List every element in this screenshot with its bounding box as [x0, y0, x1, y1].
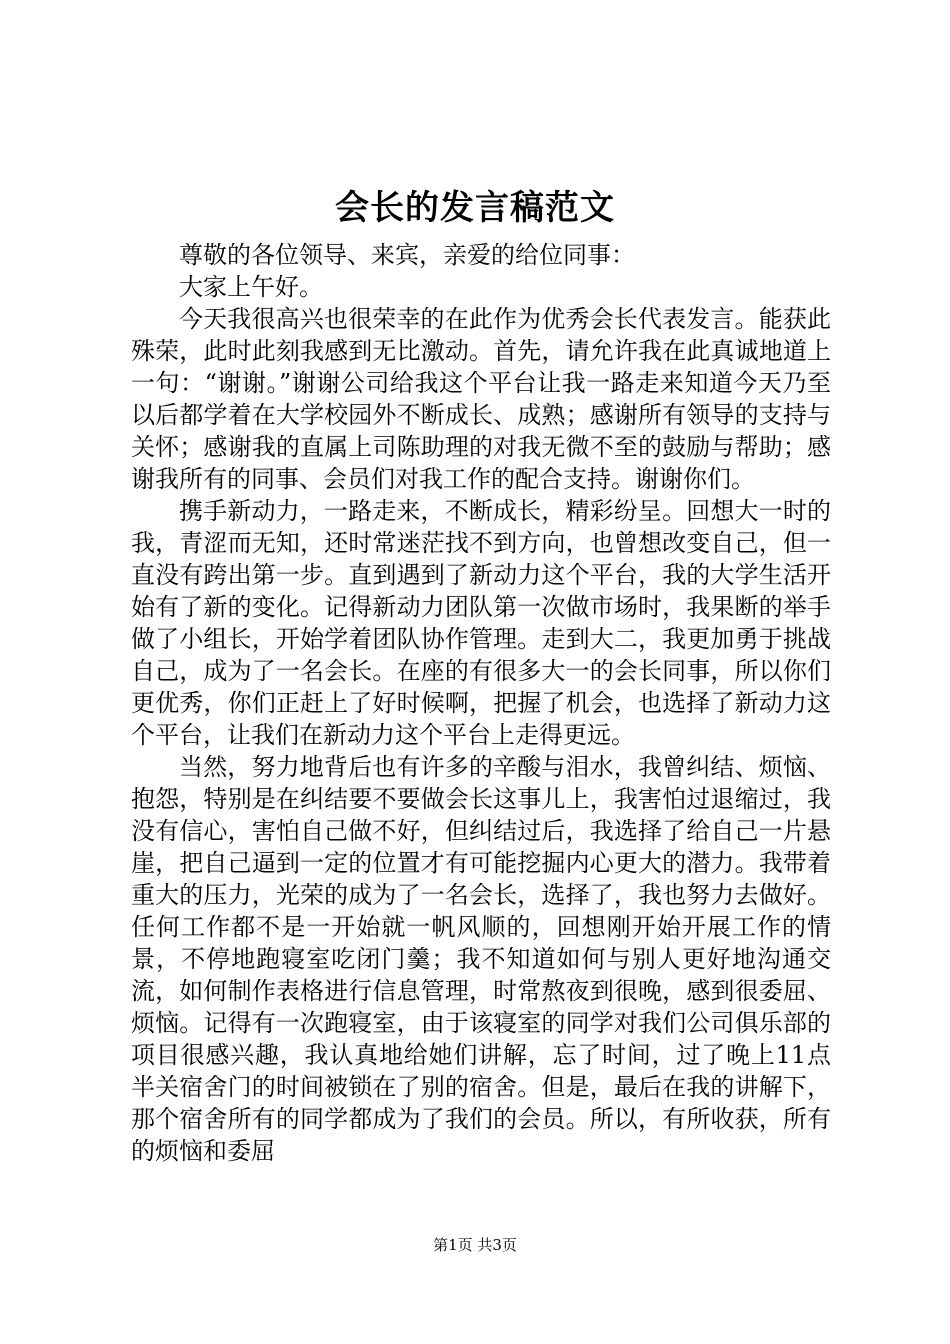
document-body — [131, 239, 831, 1167]
salutation-paragraph: 尊敬的各位领导、来宾，亲爱的给位同事： — [179, 241, 635, 269]
body-paragraph: 今天我很高兴也很荣幸的在此作为优秀会长代表发言。能获此殊荣，此时此刻我感到无比激动。首先，请允许我在此真诚地道上一句：“谢谢。”谢谢公司给我这个平台让我一路走来知道今天乃至以后都学着在大学校园外不断成长、成熟；感谢所有领导的支持与关怀；感谢我的直属上司陈助理的对我无微不至的鼓励与帮助；感谢我所有的同事、会员们对我工作的配合支持。谢谢你们。 — [131, 305, 831, 493]
body-paragraph: 携手新动力，一路走来，不断成长，精彩纷呈。回想大一时的我，青涩而无知，还时常迷茫找不到方向，也曾想改变自己，但一直没有跨出第一步。直到遇到了新动力这个平台，我的大学生活开始有了新的变化。记得新动力团队第一次做市场时，我果断的举手做了小组长，开始学着团队协作管理。走到大二，我更加勇于挑战自己，成为了一名会长。在座的有很多大一的会长同事，所以你们更优秀，你们正赶上了好时候啊，把握了机会，也选择了新动力这个平台，让我们在新动力这个平台上走得更远。 — [131, 497, 831, 749]
body-paragraph: 当然，努力地背后也有许多的辛酸与泪水，我曾纠结、烦恼、抱怨，特别是在纠结要不要做会长这事儿上，我害怕过退缩过，我没有信心，害怕自己做不好，但纠结过后，我选择了给自己一片悬崖，把自己逼到一定的位置才有可能挖掘内心更大的潜力。我带着重大的压力，光荣的成为了一名会长，选择了，我也努力去做好。任何工作都不是一开始就一帆风顺的，回想刚开始开展工作的情景，不停地跑寝室吃闭门羹；我不知道如何与别人更好地沟通交流，如何制作表格进行信息管理，时常熬夜到很晚，感到很委屈、烦恼。记得有一次跑寝室，由于该寝室的同学对我们公司俱乐部的项目很感兴趣，我认真地给她们讲解，忘了时间，过了晚上11点半关宿舍门的时间被锁在了别的宿舍。但是，最后在我的讲解下，那个宿舍所有的同学都成为了我们的会员。所以，有所收获，所有的烦恼和委屈 — [131, 753, 831, 1165]
document-title: 会长的发言稿范文 — [335, 188, 615, 228]
page-number-footer: 第1页 共3页 — [433, 1236, 517, 1254]
greeting-paragraph: 大家上午好。 — [179, 273, 323, 301]
